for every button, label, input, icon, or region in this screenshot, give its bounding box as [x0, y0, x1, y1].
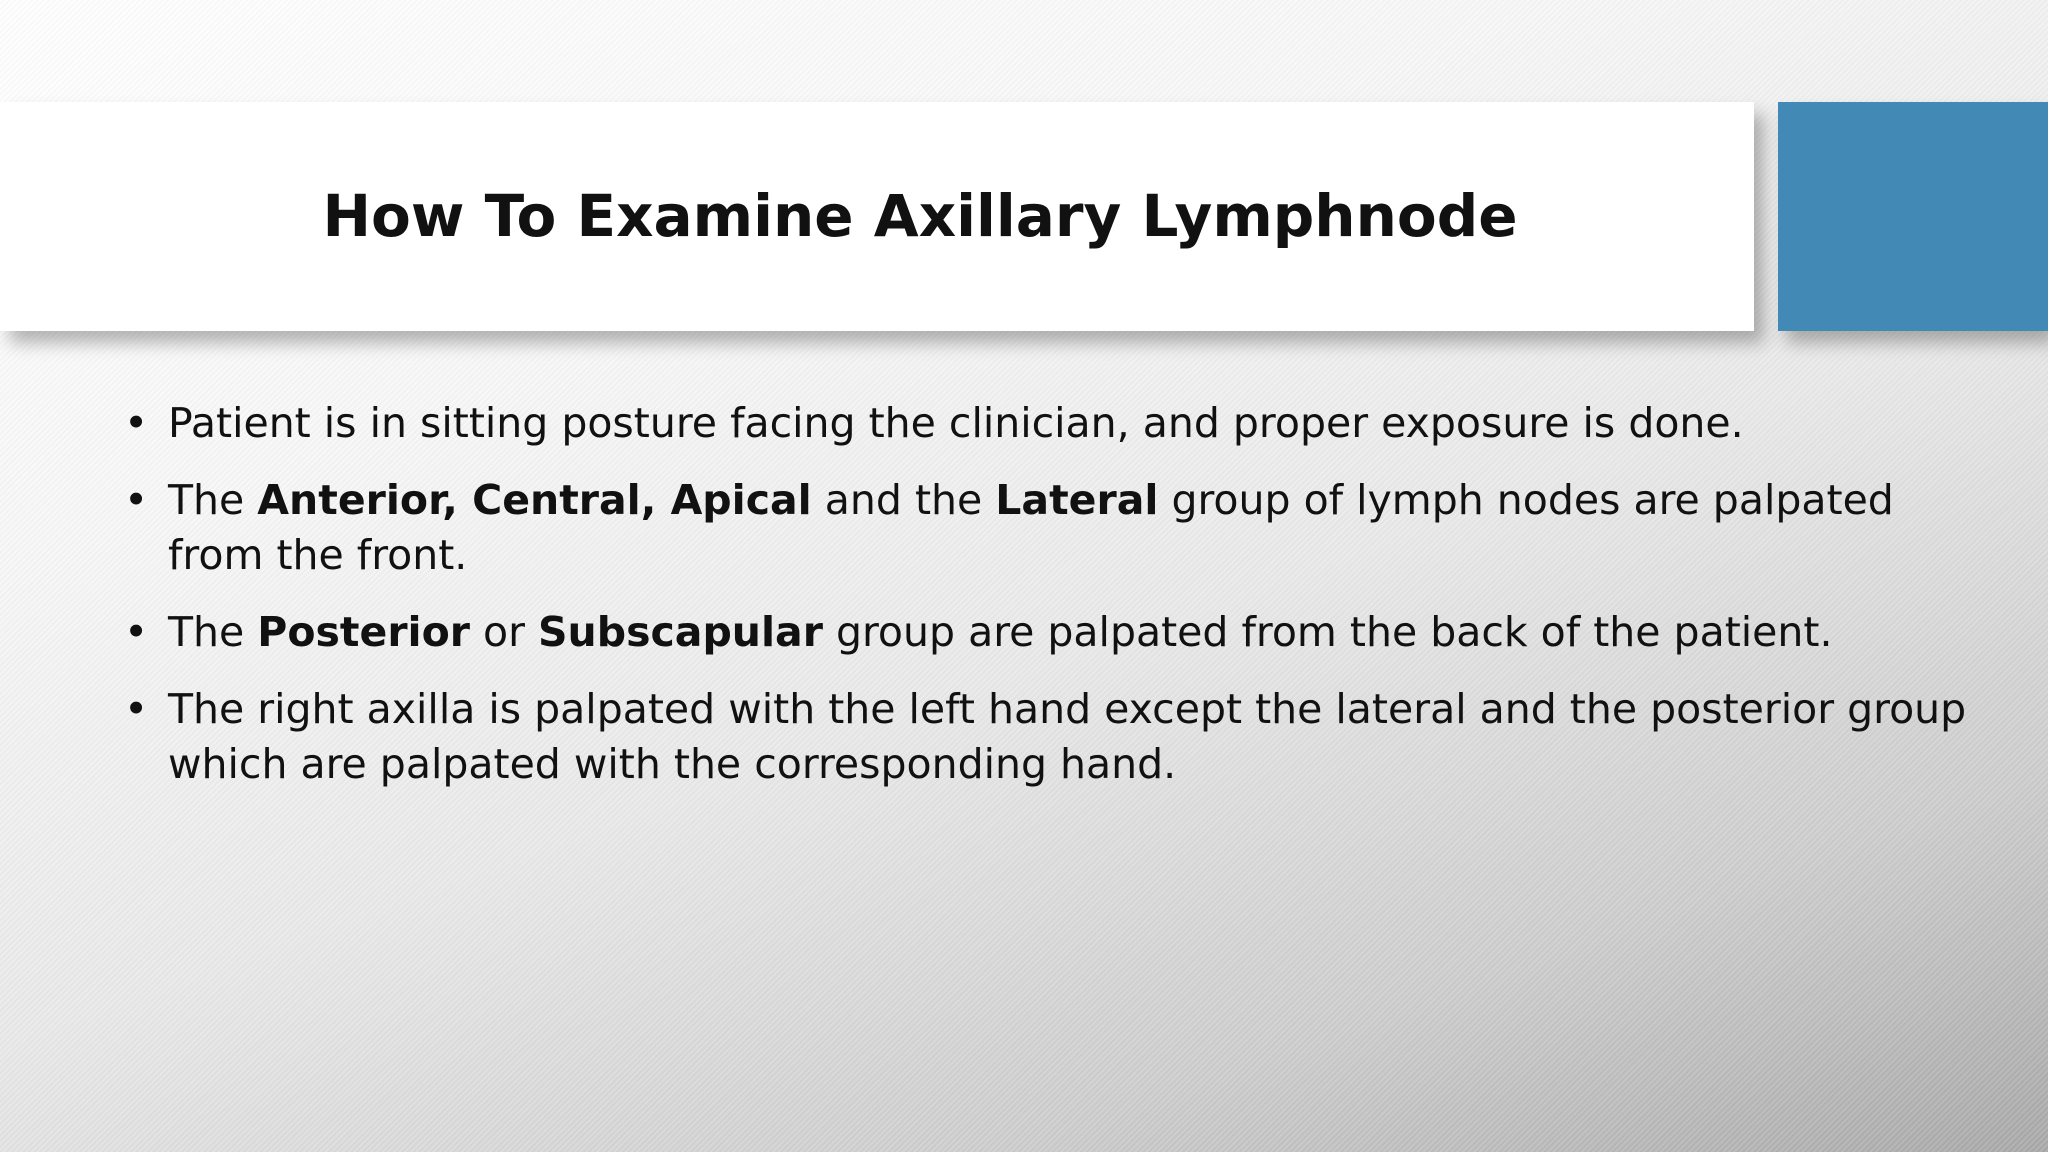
bullet-text: Patient is in sitting posture facing the clinician, and proper exposure is done. [168, 399, 1744, 447]
bullet-text: The [168, 476, 258, 524]
bullet-text: The [168, 608, 258, 656]
bullet-dot-icon: • [124, 476, 149, 524]
bullet-item [124, 682, 1974, 792]
slide-title: How To Examine Axillary Lymphnode [322, 182, 1518, 250]
bullet-dot-icon: • [124, 685, 149, 733]
bullet-bold-text: Posterior [257, 608, 470, 656]
bullet-bold-text: Subscapular [538, 608, 823, 656]
accent-block [1778, 102, 2048, 331]
bullet-text: group of lymph nodes are palpated from the front. [168, 476, 1894, 579]
bullet-item [124, 473, 1974, 583]
bullet-dot-icon: • [124, 399, 149, 447]
bullet-item [124, 396, 1974, 451]
bullet-bold-text: Anterior, Central, Apical [257, 476, 812, 524]
bullet-list [124, 396, 1974, 814]
bullet-text: or [469, 608, 538, 656]
bullet-bold-text: Lateral [995, 476, 1159, 524]
bullet-text: group are palpated from the back of the patient. [822, 608, 1833, 656]
bullet-text: The right axilla is palpated with the left hand except the lateral and the posterior group which are palpated with the corresponding hand. [168, 685, 1967, 788]
bullet-text: and the [811, 476, 996, 524]
bullet-dot-icon: • [124, 608, 149, 656]
bullet-item [124, 605, 1974, 660]
